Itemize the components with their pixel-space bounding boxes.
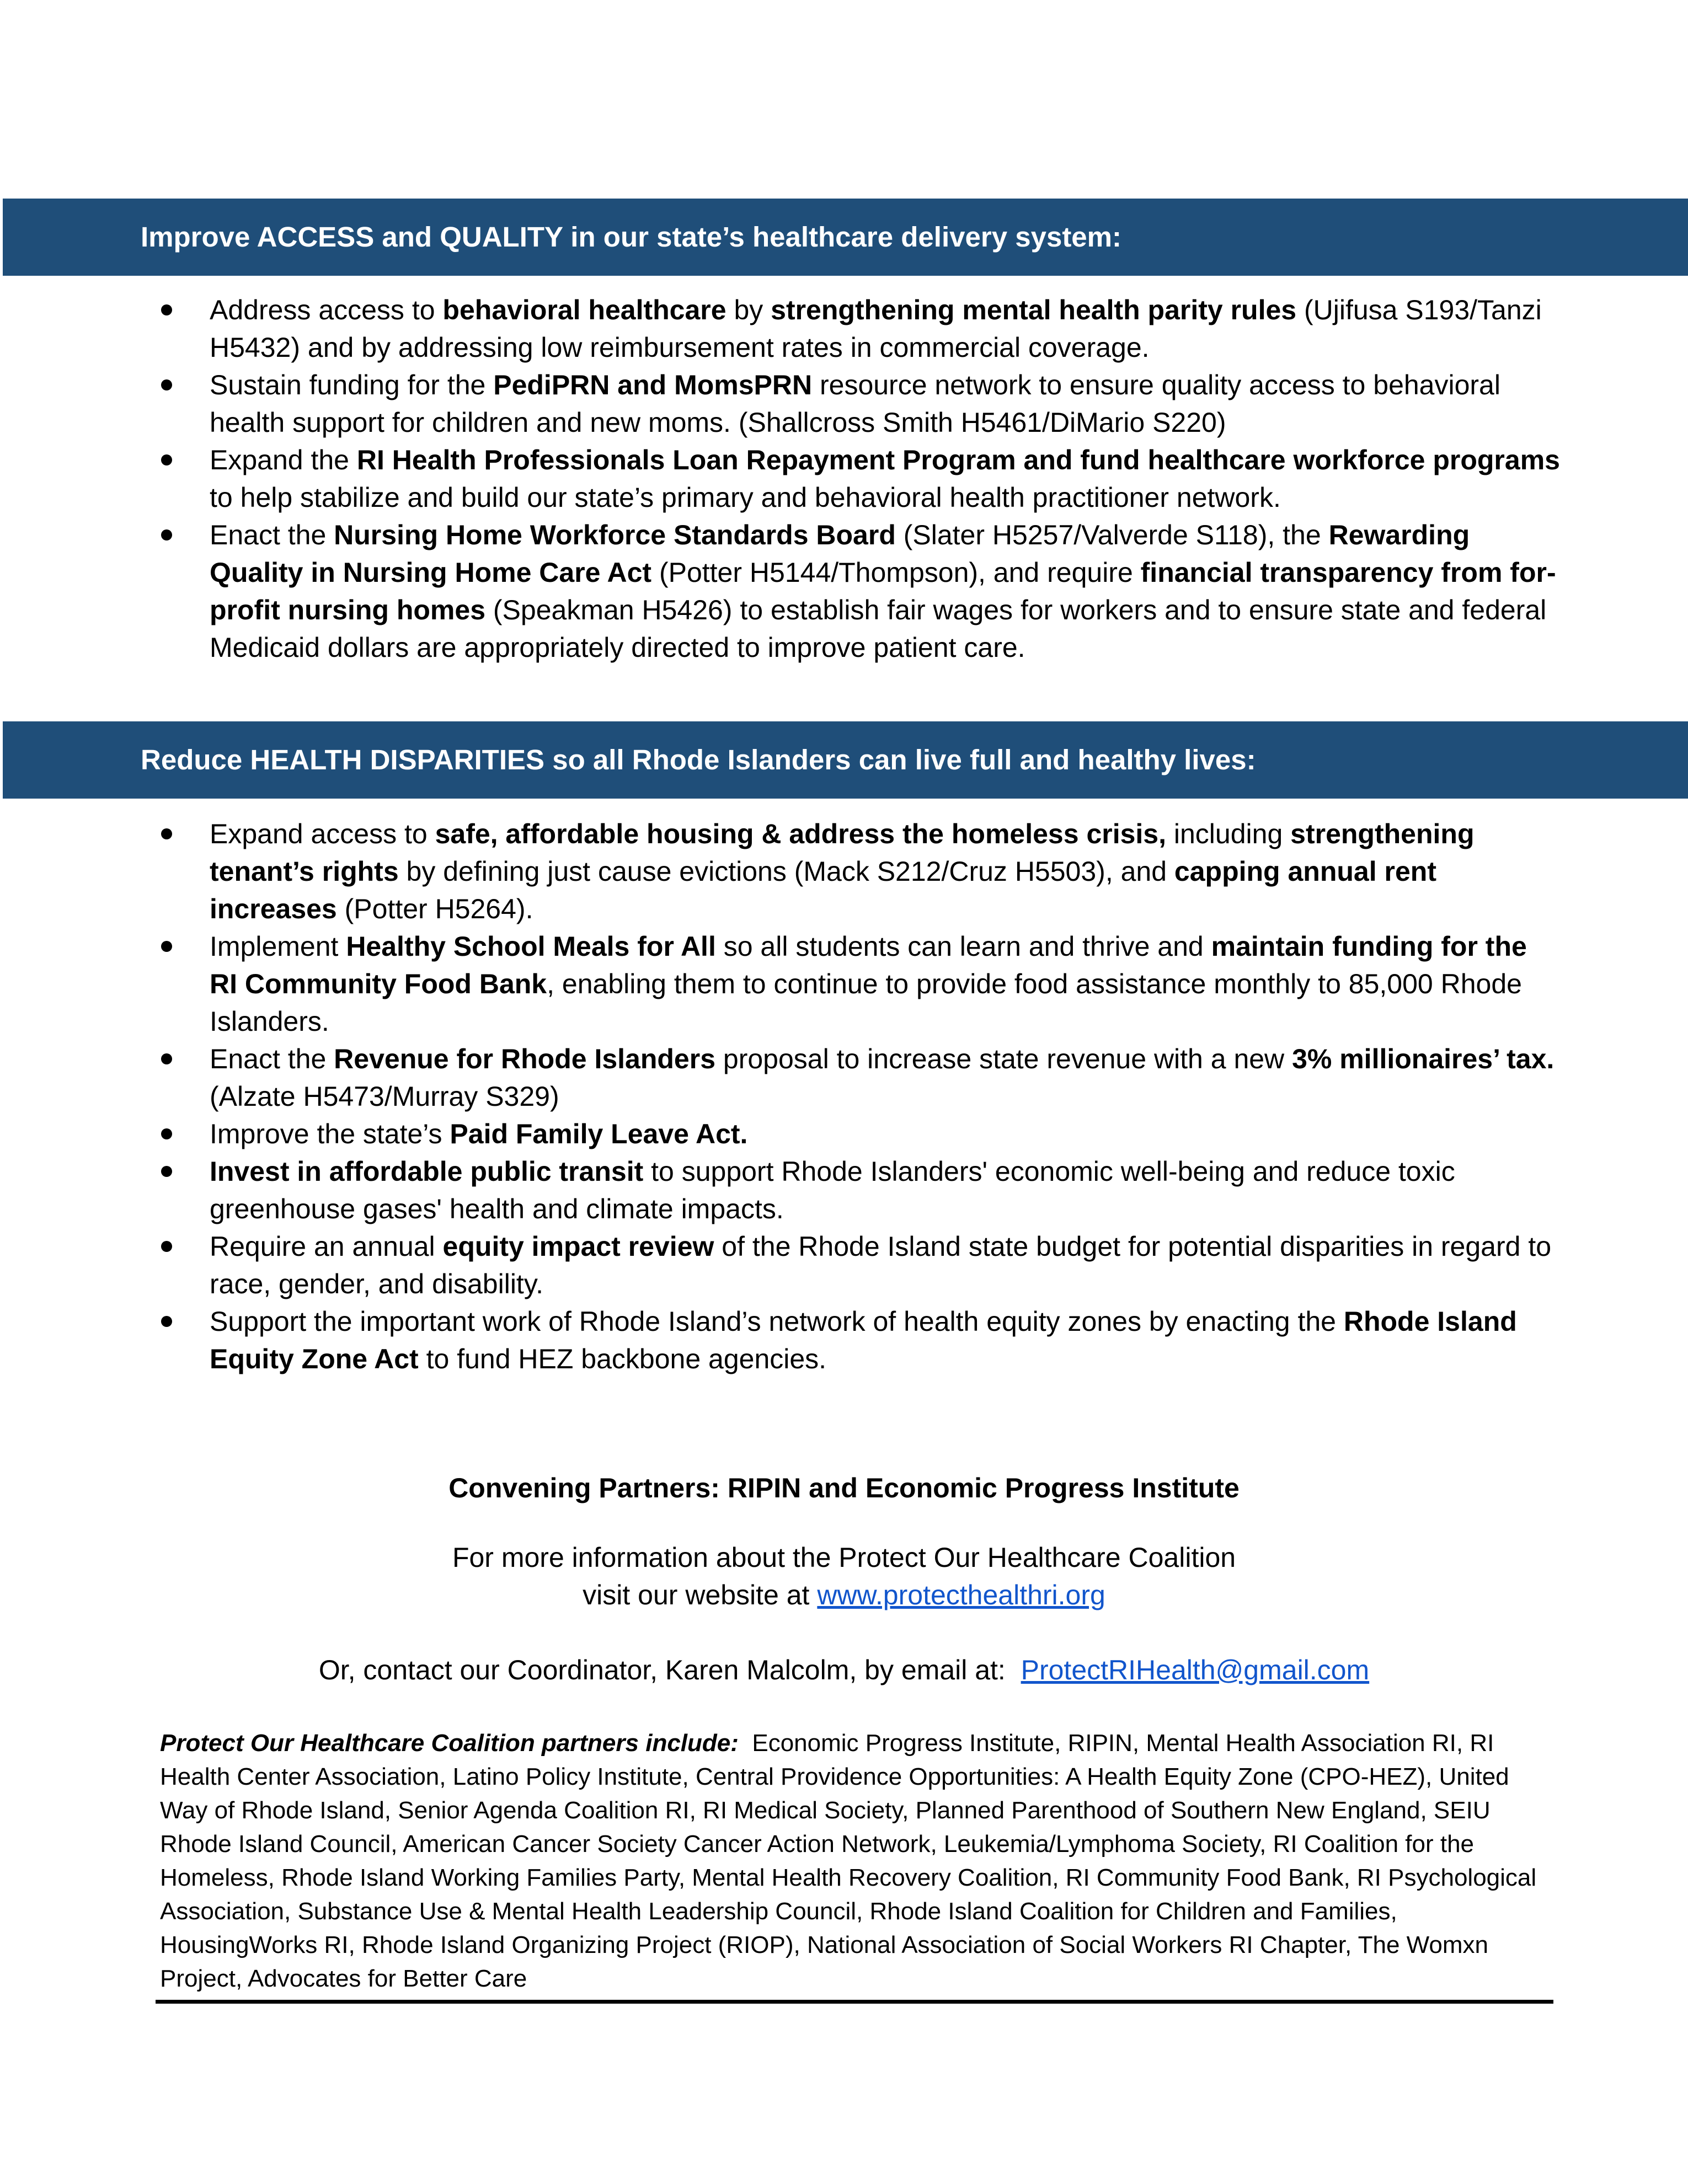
bullet-text: to fund HEZ backbone agencies.: [418, 1343, 827, 1374]
bullet-item: [0, 1303, 1688, 1378]
bullet-bold-text: capping annual rent increases: [210, 856, 1436, 924]
bullet-item: [0, 928, 1688, 1040]
partners-list: Economic Progress Institute, RIPIN, Mental Health Association RI, RI Health Center Association, Latino Policy Institute, Central Providence Opportunities: A Health Equity Zone (CPO-HEZ), United Way of Rhode Island, Senior Agenda Coalition RI, RI Medical Society, Planned Parenthood of Southern New England, SEIU Rhode Island Council, American Cancer Society Cancer Action Network, Leukemia/Lymphoma Society, RI Coalition for the Homeless, Rhode Island Working Families Party, Mental Health Recovery Coalition, RI Community Food Bank, RI Psychological Association, Substance Use & Mental Health Leadership Council, Rhode Island Coalition for Children and Families, HousingWorks RI, Rhode Island Organizing Project (RIOP), National Association of Social Workers RI Chapter, The Womxn Project, Advocates for Better Care: [160, 1730, 1537, 1992]
bullet-text: (Alzate H5473/Murray S329): [210, 1081, 559, 1112]
email-link[interactable]: ProtectRIHealth@gmail.com: [1021, 1655, 1370, 1685]
bullet-bold-text: PediPRN and MomsPRN: [493, 370, 813, 400]
bullet-bold-text: Paid Family Leave Act.: [450, 1118, 748, 1149]
bullet-bold-text: Rhode Island Equity Zone Act: [210, 1306, 1517, 1374]
bullet-text: (Speakman H5426) to establish fair wages for workers and to ensure state and federal Medicaid dollars are appropriately directed to improve patient care.: [210, 595, 1547, 663]
bullet-bold-text: strengthening tenant’s rights: [210, 818, 1475, 887]
bullet-text: Address access to: [210, 295, 443, 325]
bullet-text: Enact the: [210, 520, 334, 550]
section-heading-access-quality: [3, 199, 1688, 276]
bullet-text: (Slater H5257/Valverde S118), the: [895, 520, 1329, 550]
contact-line: [0, 1651, 1688, 1689]
section-heading-health-disparities: [3, 721, 1688, 799]
bullet-bold-text: financial transparency from for-profit nursing homes: [210, 557, 1556, 625]
website-link[interactable]: www.protecthealthri.org: [817, 1580, 1105, 1610]
bullet-item: [0, 516, 1688, 666]
bullet-text: (Ujifusa S193/Tanzi H5432) and by addressing low reimbursement rates in commercial coverage.: [210, 295, 1542, 363]
bullet-text: to support Rhode Islanders' economic well-being and reduce toxic greenhouse gases' health and climate impacts.: [210, 1156, 1455, 1224]
website-prefix: visit our website at: [583, 1580, 818, 1610]
more-info: [0, 1539, 1688, 1614]
bullet-text: Sustain funding for the: [210, 370, 494, 400]
bullet-text: so all students can learn and thrive and: [715, 931, 1211, 962]
bullet-text: Improve the state’s: [210, 1118, 450, 1149]
bullet-bold-text: RI Health Professionals Loan Repayment Program and fund healthcare workforce programs: [356, 445, 1560, 475]
website-line: [0, 1576, 1688, 1614]
bullet-item: [0, 1228, 1688, 1303]
bullet-bold-text: Invest in affordable public transit: [210, 1156, 644, 1187]
bullet-text: Require an annual: [210, 1231, 443, 1262]
bullet-text: to help stabilize and build our state’s primary and behavioral health practitioner network.: [210, 482, 1281, 513]
bullet-bold-text: Revenue for Rhode Islanders: [334, 1043, 716, 1074]
bullet-text: of the Rhode Island state budget for potential disparities in regard to race, gender, and disability.: [210, 1231, 1552, 1299]
bullet-text: (Potter H5144/Thompson), and require: [651, 557, 1141, 588]
bullet-text: Support the important work of Rhode Island’s network of health equity zones by enacting the: [210, 1306, 1344, 1337]
contact-prefix: Or, contact our Coordinator, Karen Malcolm, by email at:: [318, 1655, 1006, 1685]
bullet-bold-text: Rewarding Quality in Nursing Home Care Act: [210, 520, 1470, 588]
bullet-text: Implement: [210, 931, 346, 962]
bullet-text: proposal to increase state revenue with a new: [715, 1043, 1292, 1074]
bullet-item: [0, 1153, 1688, 1228]
partners-paragraph: [160, 1726, 1556, 1995]
bullet-bold-text: maintain funding for the RI Community Food Bank: [210, 931, 1527, 999]
bullet-text: Expand the: [210, 445, 357, 475]
bullet-bold-text: Nursing Home Workforce Standards Board: [334, 520, 896, 550]
bullet-item: [0, 291, 1688, 366]
bullet-bold-text: safe, affordable housing & address the homeless crisis,: [435, 818, 1166, 849]
section-heading-text: Improve ACCESS and QUALITY in our state’s healthcare delivery system:: [141, 221, 1122, 253]
bullet-item: [0, 1040, 1688, 1115]
bullet-bold-text: behavioral healthcare: [442, 295, 727, 325]
bullet-bold-text: 3% millionaires’ tax.: [1292, 1043, 1555, 1074]
bullet-text: (Potter H5264).: [336, 893, 533, 924]
bullet-text: resource network to ensure quality access to behavioral health support for children and new moms. (Shallcross Smith H5461/DiMario S220): [210, 370, 1500, 438]
bullet-bold-text: Healthy School Meals for All: [346, 931, 716, 962]
convening-partners: Convening Partners: RIPIN and Economic Progress Institute: [448, 1473, 1240, 1503]
partners-lead: Protect Our Healthcare Coalition partners include:: [160, 1730, 739, 1757]
bullet-item: [0, 1115, 1688, 1153]
bullet-text: Enact the: [210, 1043, 334, 1074]
bullet-bold-text: equity impact review: [442, 1231, 714, 1262]
access-quality-list: [0, 291, 1688, 666]
bullet-text: by defining just cause evictions (Mack S212/Cruz H5503), and: [398, 856, 1174, 887]
more-info-line: For more information about the Protect Our Healthcare Coalition: [452, 1542, 1236, 1573]
bullet-item: [0, 441, 1688, 516]
bullet-item: [0, 815, 1688, 928]
health-disparities-list: [0, 815, 1688, 1378]
bottom-rule: [156, 2000, 1553, 2004]
section-heading-text: Reduce HEALTH DISPARITIES so all Rhode Islanders can live full and healthy lives:: [141, 744, 1256, 775]
bullet-item: [0, 366, 1688, 441]
bullet-text: Expand access to: [210, 818, 435, 849]
bullet-text: including: [1166, 818, 1291, 849]
bullet-text: by: [726, 295, 771, 325]
bullet-text: , enabling them to continue to provide food assistance monthly to 85,000 Rhode Islanders.: [210, 968, 1522, 1037]
bullet-bold-text: strengthening mental health parity rules: [771, 295, 1297, 325]
